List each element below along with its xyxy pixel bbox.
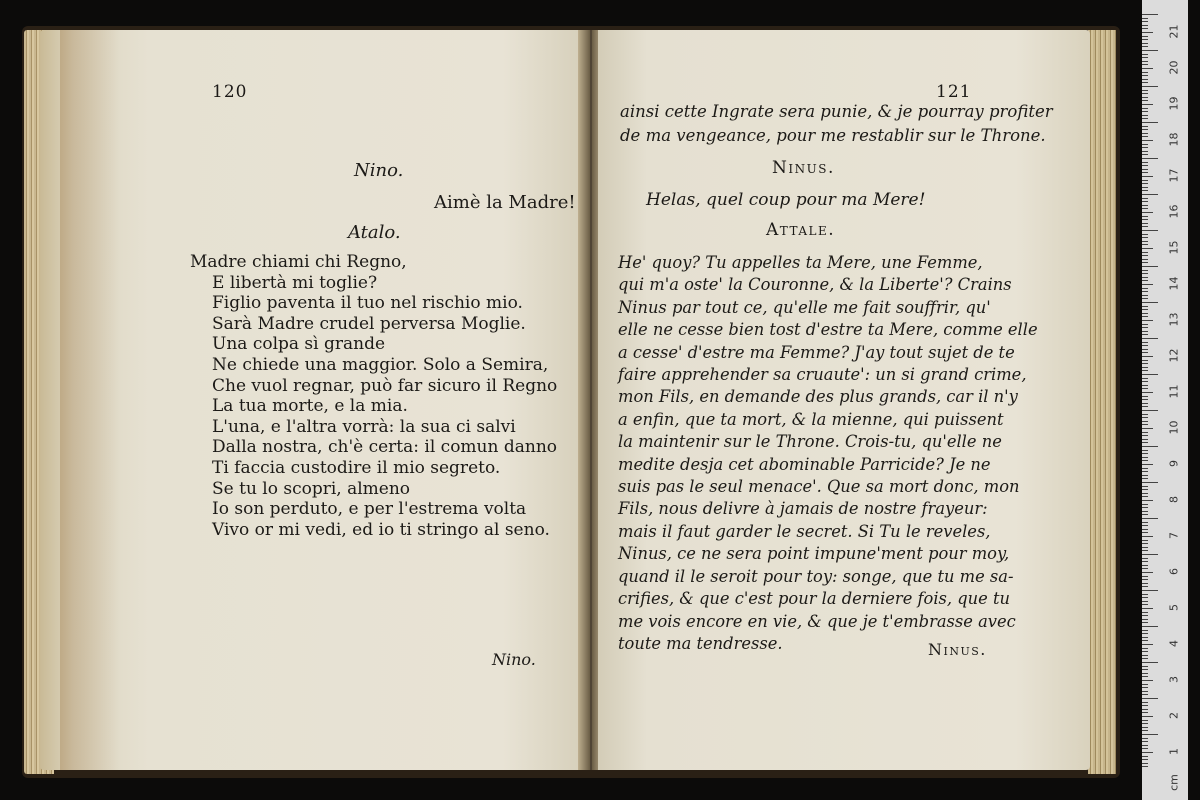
ruler-tick [1142,187,1148,188]
ruler-tick [1142,727,1148,728]
ruler-tick [1142,79,1148,80]
ruler-tick [1142,450,1148,451]
ruler-tick [1142,183,1148,184]
verse-block [190,252,557,540]
ruler-tick [1142,532,1148,533]
ruler-tick [1142,180,1148,181]
ruler-tick [1142,644,1153,645]
ruler-tick [1142,226,1148,227]
ruler-tick [1142,72,1148,73]
ruler-tick [1142,457,1148,458]
ruler-tick [1142,234,1148,235]
intro-line-1: ainsi cette Ingrate sera punie, & je pourray profiter [620,102,1053,121]
ruler-tick [1142,662,1158,663]
ruler-tick [1142,507,1148,508]
ruler-tick [1142,136,1148,137]
ruler-tick [1142,324,1148,325]
ruler-tick [1142,529,1148,530]
ruler-tick [1142,205,1148,206]
ruler-tick [1142,151,1148,152]
ruler-tick [1142,442,1148,443]
ruler-label: 20 [1167,60,1181,75]
ruler-tick [1142,352,1148,353]
ruler-tick [1142,104,1153,105]
ruler-tick [1142,57,1148,58]
prose-line: Ninus par tout ce, qu'elle me fait souffrir, qu' [618,297,991,317]
ruler-tick [1142,129,1148,130]
prose-line: medite desja cet abominable Parricide? Je ne [618,454,991,474]
ruler-tick [1142,738,1148,739]
ruler-tick [1142,522,1148,523]
ruler-tick [1142,21,1148,22]
ruler-tick [1142,342,1148,343]
ruler-tick [1142,500,1153,501]
ruler-tick [1142,331,1148,332]
ruler-tick [1142,75,1148,76]
page-stain [60,30,120,770]
ruler-tick [1142,122,1158,123]
ruler-tick [1142,471,1148,472]
speaker-atalo: Atalo. [348,222,401,243]
ruler-label: 2 [1167,712,1181,719]
ruler-tick [1142,417,1148,418]
ruler-tick [1142,259,1148,260]
ruler-tick [1142,428,1153,429]
verse-line: Io son perduto, e per l'estrema volta [212,499,527,520]
ruler-tick [1142,334,1148,335]
ruler-tick [1142,126,1148,127]
ruler-tick [1142,133,1148,134]
ruler-tick [1142,554,1158,555]
ruler-tick [1142,378,1148,379]
ruler-tick [1142,388,1148,389]
left-page [40,30,585,770]
ruler-tick [1142,669,1148,670]
ruler-tick [1142,68,1153,69]
ruler-tick [1142,399,1148,400]
ruler-tick [1142,295,1148,296]
ruler-tick [1142,583,1148,584]
ruler-tick [1142,190,1148,191]
ruler-tick [1142,32,1153,33]
ruler-tick [1142,176,1153,177]
ruler-tick [1142,586,1148,587]
ruler-tick [1142,684,1148,685]
ruler-tick [1142,223,1148,224]
ruler-tick [1142,766,1148,767]
ruler-tick [1142,100,1148,101]
ruler-tick [1142,504,1148,505]
ruler-tick [1142,90,1148,91]
ruler-tick [1142,464,1153,465]
prose-line: suis pas le seul menace'. Que sa mort donc, mon [618,477,1020,497]
ruler-tick [1142,82,1148,83]
ruler-tick [1142,385,1148,386]
ruler-tick [1142,630,1148,631]
ruler-tick [1142,576,1148,577]
right-page [598,30,1090,770]
speaker-nino: Nino. [354,160,404,181]
ruler-tick [1142,349,1148,350]
ruler-tick [1142,756,1148,757]
ruler-tick [1142,558,1148,559]
ruler-tick [1142,302,1158,303]
ruler-tick [1142,108,1148,109]
ruler-tick [1142,406,1148,407]
ruler-tick [1142,547,1148,548]
ruler-tick [1142,730,1148,731]
prose-line: toute ma tendresse. [618,633,783,653]
ruler-tick [1142,28,1148,29]
prose-line: la maintenir sur le Throne. Crois-tu, qu'elle ne [618,432,1002,452]
ruler-tick [1142,115,1148,116]
ruler-tick [1142,489,1148,490]
ruler-tick [1142,543,1148,544]
ruler-tick [1142,651,1148,652]
ruler-tick [1142,219,1148,220]
ruler-tick [1142,252,1148,253]
prose-block [618,252,1038,655]
prose-line: a cesse' d'estre ma Femme? J'ay tout sujet de te [618,342,1015,362]
ruler-tick [1142,496,1148,497]
ruler-label: 4 [1167,640,1181,647]
ruler-tick [1142,568,1148,569]
ruler-tick [1142,266,1158,267]
ruler-tick [1142,212,1153,213]
speaker-attale: Attale. [766,220,836,240]
ruler-tick [1142,172,1148,173]
verse-line: Una colpa sì grande [212,334,386,355]
ruler-tick [1142,403,1148,404]
ruler-tick [1142,241,1148,242]
ruler-tick [1142,288,1148,289]
ruler-tick [1142,759,1148,760]
ruler-tick [1142,162,1148,163]
ruler-label: 9 [1167,460,1181,467]
ruler-tick [1142,748,1148,749]
right-page-edges [1088,30,1116,774]
verse-line: Dalla nostra, ch'è certa: il comun danno [212,437,558,458]
ruler-tick [1142,518,1158,519]
ruler-label: 19 [1167,96,1181,111]
ruler-tick [1142,694,1148,695]
ruler-tick [1142,316,1148,317]
ruler-tick [1142,550,1148,551]
ruler-tick [1142,633,1148,634]
prose-line: mon Fils, en demande des plus grands, car il n'y [618,387,1018,407]
verse-line: L'una, e l'altra vorrà: la sua ci salvi [212,416,516,437]
ruler-tick [1142,432,1148,433]
ruler-tick [1142,381,1148,382]
ruler-tick [1142,597,1148,598]
verse-line: Sarà Madre crudel perversa Moglie. [212,313,526,334]
ruler-tick [1142,18,1148,19]
prose-line: me vois encore en vie, & que je t'embrasse avec [618,611,1016,631]
page-number-left: 120 [212,82,248,102]
ruler-tick [1142,165,1148,166]
ruler-tick [1142,424,1148,425]
ruler-tick [1142,486,1148,487]
ruler-tick [1142,201,1148,202]
ruler-tick [1142,478,1148,479]
ruler-label: 13 [1167,312,1181,327]
ruler-tick [1142,198,1148,199]
ruler-label: 3 [1167,676,1181,683]
verse-line: Figlio paventa il tuo nel rischio mio. [212,293,523,314]
ruler-tick [1142,374,1158,375]
ruler-tick [1142,676,1148,677]
ruler-tick [1142,608,1153,609]
verse-line: Ne chiede una maggior. Solo a Semira, [212,354,549,375]
ruler-tick [1142,194,1158,195]
ruler-tick [1142,705,1148,706]
ruler-tick [1142,493,1148,494]
ruler-label: 14 [1167,276,1181,291]
ruler-tick [1142,604,1148,605]
ruler-tick [1142,626,1158,627]
ruler-tick [1142,169,1148,170]
ruler-tick [1142,36,1148,37]
prose-line: qui m'a oste' la Couronne, & la Liberte'? Crains [618,275,1012,295]
ruler-label: 7 [1167,532,1181,539]
ruler-tick [1142,280,1148,281]
ruler-tick [1142,248,1153,249]
ruler-tick [1142,43,1148,44]
ruler-tick [1142,540,1148,541]
ruler-tick [1142,46,1148,47]
ruler-tick [1142,370,1148,371]
verse-line: E libertà mi toglie? [212,272,378,293]
ruler-tick [1142,698,1158,699]
ruler-label: 15 [1167,240,1181,255]
ruler-tick [1142,262,1148,263]
catchword-right: Ninus. [928,640,987,659]
ruler-unit: cm [1167,774,1181,791]
ruler-label: 12 [1167,348,1181,363]
ruler-tick [1142,144,1148,145]
ruler-tick [1142,147,1148,148]
ruler-tick [1142,439,1148,440]
ruler-tick [1142,421,1148,422]
ruler-tick [1142,154,1148,155]
ruler-label: 21 [1167,24,1181,39]
ruler-label: 5 [1167,604,1181,611]
ruler-tick [1142,367,1148,368]
ruler-tick [1142,291,1148,292]
ruler-tick [1142,244,1148,245]
ruler-tick [1142,723,1148,724]
ruler-tick [1142,356,1153,357]
ruler-label: 11 [1167,384,1181,399]
ruler-tick [1142,216,1148,217]
prose-line: Ninus, ce ne sera point impune'ment pour moy, [618,544,1010,564]
ruler-tick [1142,446,1158,447]
measurement-ruler [1142,0,1188,800]
prose-line: He' quoy? Tu appelles ta Mere, une Femme, [618,253,983,272]
ruler-label: 8 [1167,496,1181,503]
ruler-tick [1142,460,1148,461]
ruler-tick [1142,255,1148,256]
ruler-tick [1142,309,1148,310]
ruler-tick [1142,658,1148,659]
ruler-tick [1142,594,1148,595]
ruler-tick [1142,93,1148,94]
ruler-tick [1142,111,1148,112]
ruler-tick [1142,709,1148,710]
ruler-tick [1142,345,1148,346]
ruler-tick [1142,158,1158,159]
ruler-tick [1142,338,1158,339]
ruler-tick [1142,622,1148,623]
ruler-tick [1142,716,1153,717]
ruler-tick [1142,313,1148,314]
verse-line: Ti faccia custodire il mio segreto. [212,457,501,478]
ruler-tick [1142,363,1148,364]
ruler-tick [1142,118,1148,119]
prose-line: elle ne cesse bien tost d'estre ta Mere, comme elle [618,320,1038,340]
prose-line: mais il faut garder le secret. Si Tu le reveles, [618,521,991,541]
ruler-tick [1142,763,1148,764]
ruler-label: 18 [1167,132,1181,147]
ruler-tick [1142,511,1148,512]
ruler-tick [1142,208,1148,209]
ruler-tick [1142,687,1148,688]
ruler-tick [1142,673,1148,674]
ruler-tick [1142,320,1153,321]
ruler-tick [1142,615,1148,616]
helas-line: Helas, quel coup pour ma Mere! [646,190,926,210]
ruler-tick [1142,86,1158,87]
prose-line: Fils, nous delivre à jamais de nostre frayeur: [618,499,988,519]
ruler-label: 16 [1167,204,1181,219]
speaker-ninus: Ninus. [772,158,835,178]
ruler-tick [1142,648,1148,649]
ruler-tick [1142,561,1148,562]
ruler-tick [1142,720,1148,721]
ruler-tick [1142,453,1148,454]
ruler-tick [1142,61,1148,62]
ruler-tick [1142,435,1148,436]
ruler-label: 1 [1167,748,1181,755]
ruler-label: 17 [1167,168,1181,183]
ruler-tick [1142,475,1148,476]
ruler-tick [1142,306,1148,307]
ruler-tick [1142,14,1158,15]
verse-line: La tua morte, e la mia. [212,396,408,417]
ruler-tick [1142,619,1148,620]
ruler-tick [1142,666,1148,667]
ruler-tick [1142,237,1148,238]
ruler-tick [1142,572,1153,573]
catchword-left: Nino. [492,650,536,669]
ruler-tick [1142,702,1148,703]
prose-line: faire apprehender sa cruaute': un si grand crime, [618,365,1027,385]
exclamation-line: Aimè la Madre! [434,192,576,213]
ruler-tick [1142,514,1148,515]
ruler-tick [1142,25,1148,26]
ruler-tick [1142,565,1148,566]
ruler-tick [1142,655,1148,656]
ruler-tick [1142,392,1153,393]
ruler-tick [1142,712,1148,713]
ruler-tick [1142,680,1153,681]
ruler-tick [1142,298,1148,299]
ruler-tick [1142,273,1148,274]
verse-line: Se tu lo scopri, almeno [212,478,411,499]
ruler-tick [1142,39,1148,40]
ruler-tick [1142,741,1148,742]
ruler-tick [1142,284,1153,285]
ruler-tick [1142,468,1148,469]
ruler-tick [1142,140,1153,141]
ruler-tick [1142,734,1158,735]
ruler-tick [1142,50,1158,51]
ruler-tick [1142,270,1148,271]
ruler-tick [1142,637,1148,638]
ruler-tick [1142,745,1148,746]
ruler-tick [1142,752,1153,753]
ruler-tick [1142,612,1148,613]
ruler-tick [1142,536,1153,537]
ruler-label: 10 [1167,420,1181,435]
ruler-tick [1142,525,1148,526]
prose-line: a enfin, que ta mort, & la mienne, qui puissent [618,409,1004,429]
prose-line: crifies, & que c'est pour la derniere fois, que tu [618,589,1011,609]
ruler-tick [1142,640,1148,641]
ruler-tick [1142,590,1158,591]
page-number-right: 121 [936,82,972,102]
ruler-tick [1142,482,1158,483]
ruler-tick [1142,327,1148,328]
prose-line: quand il le seroit pour toy: songe, que tu me sa- [618,566,1014,586]
verse-line: Madre chiami chi Regno, [190,252,407,272]
ruler-tick [1142,277,1148,278]
ruler-tick [1142,64,1148,65]
ruler-tick [1142,601,1148,602]
ruler-tick [1142,414,1148,415]
ruler-tick [1142,410,1158,411]
ruler-tick [1142,97,1148,98]
ruler-tick [1142,360,1148,361]
ruler-label: 6 [1167,568,1181,575]
intro-line-2: de ma vengeance, pour me restablir sur le Throne. [620,126,1046,145]
ruler-tick [1142,579,1148,580]
verse-line: Vivo or mi vedi, ed io ti stringo al seno. [212,519,550,540]
verse-line: Che vuol regnar, può far sicuro il Regno [212,375,558,396]
ruler-tick [1142,396,1148,397]
ruler-tick [1142,691,1148,692]
ruler-tick [1142,54,1148,55]
ruler-tick [1142,230,1158,231]
